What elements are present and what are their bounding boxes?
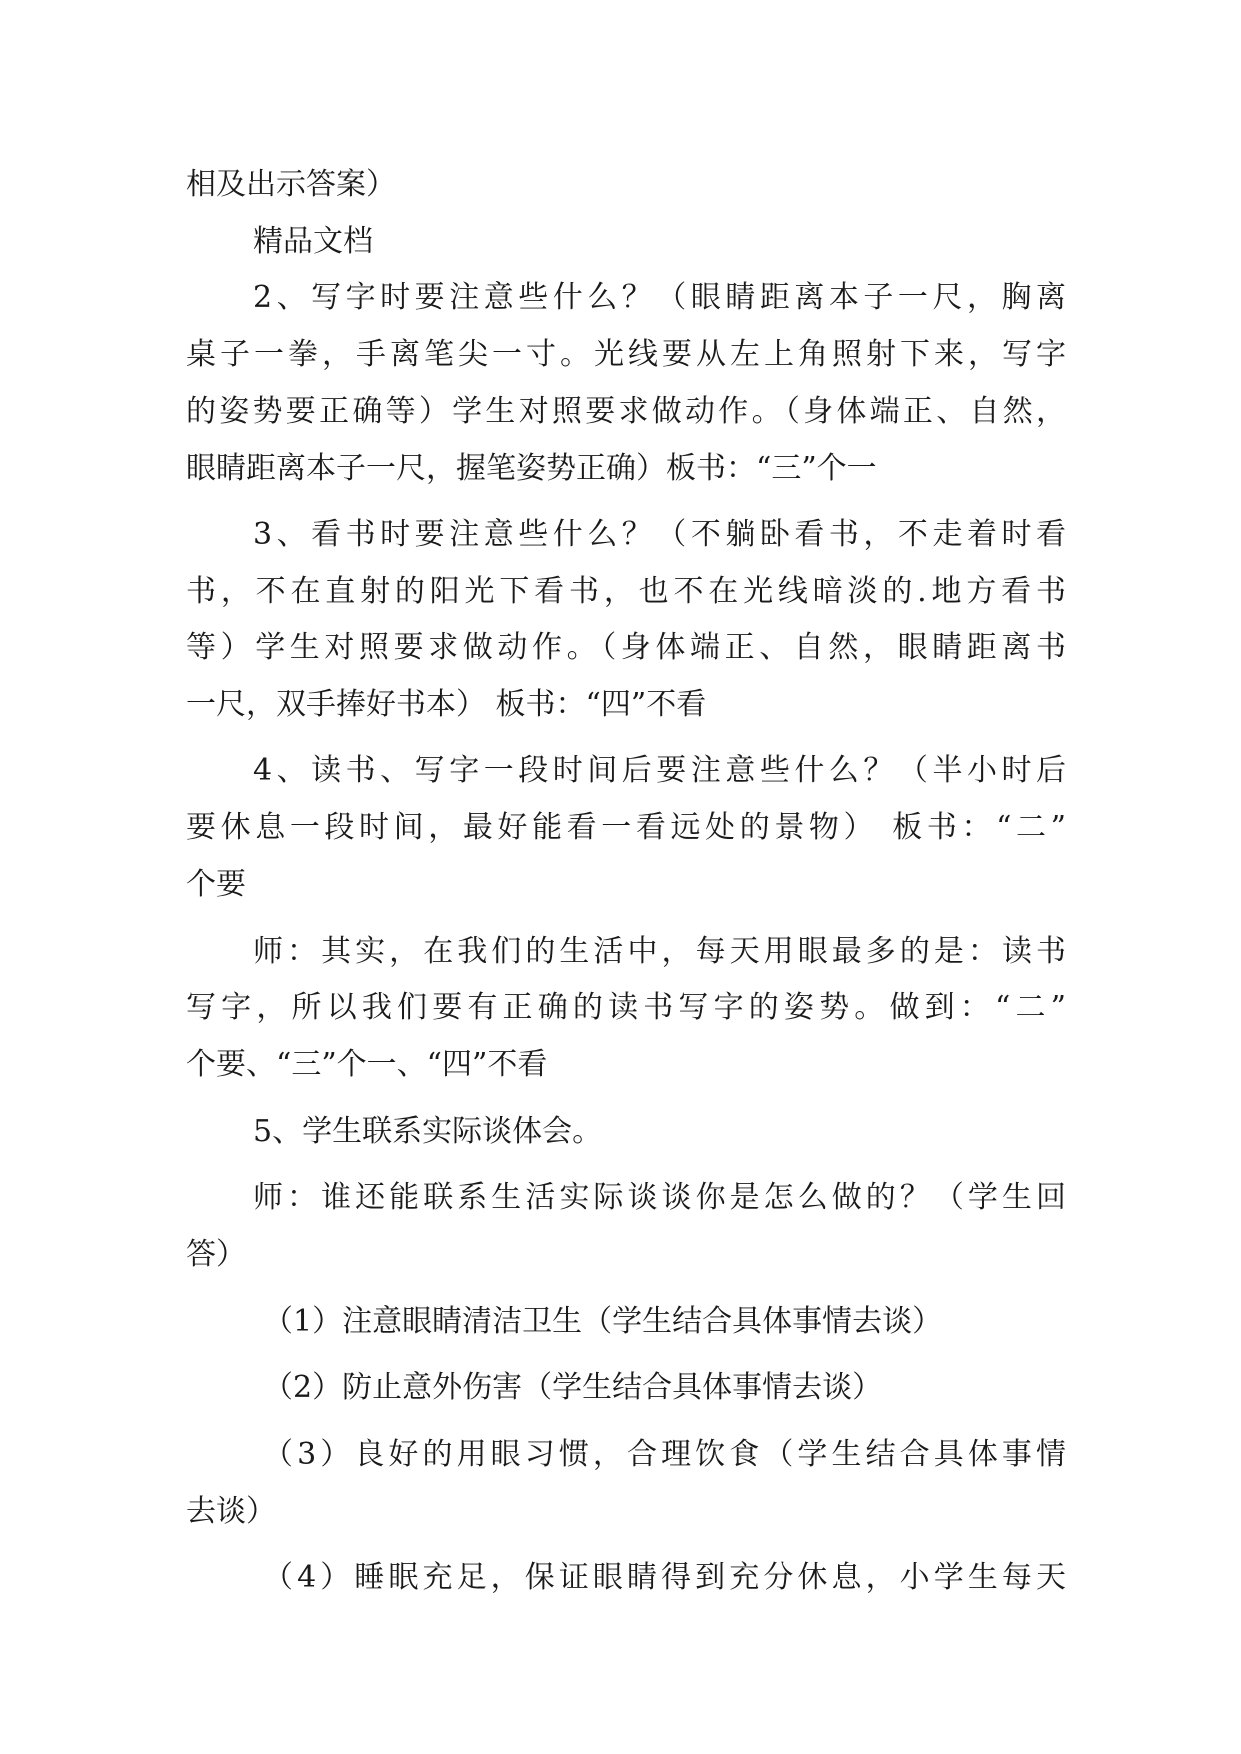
text-line: 一尺，双手捧好书本） 板书：“四”不看 — [186, 687, 707, 722]
text-line: （2）防止意外伤害（学生结合具体事情去谈） — [263, 1370, 883, 1405]
text-line: （4）睡眠充足，保证眼睛得到充分休息，小学生每天 — [263, 1560, 1066, 1595]
text-line: 精品文档 — [253, 224, 373, 259]
text-line: 师：其实，在我们的生活中，每天用眼最多的是：读书 — [253, 934, 1066, 969]
text-line: 个要 — [186, 867, 246, 902]
text-line: 桌子一拳，手离笔尖一寸。光线要从左上角照射下来，写字 — [186, 337, 1066, 372]
text-line: 相及出示答案） — [186, 167, 396, 202]
text-line: 2、写字时要注意些什么？（眼睛距离本子一尺，胸离 — [253, 280, 1066, 315]
text-line: 的姿势要正确等）学生对照要求做动作。（身体端正、自然， — [186, 394, 1066, 429]
text-line: 要休息一段时间，最好能看一看远处的景物） 板书：“二” — [186, 810, 1066, 845]
text-line: 等）学生对照要求做动作。（身体端正、自然，眼睛距离书 — [186, 630, 1066, 665]
text-line: 4、读书、写字一段时间后要注意些什么？（半小时后 — [253, 753, 1066, 788]
text-line: 书，不在直射的阳光下看书，也不在光线暗淡的.地方看书 — [186, 574, 1066, 609]
text-line: （3）良好的用眼习惯，合理饮食（学生结合具体事情 — [263, 1437, 1066, 1472]
text-line: 眼睛距离本子一尺，握笔姿势正确）板书：“三”个一 — [186, 451, 877, 486]
text-line: （1）注意眼睛清洁卫生（学生结合具体事情去谈） — [263, 1304, 943, 1339]
text-line: 去谈） — [186, 1494, 276, 1529]
text-line: 个要、“三”个一、“四”不看 — [186, 1047, 548, 1082]
text-line: 写字，所以我们要有正确的读书写字的姿势。做到：“二” — [186, 990, 1066, 1025]
text-line: 5、学生联系实际谈体会。 — [253, 1114, 603, 1149]
text-line: 答） — [186, 1237, 246, 1272]
text-line: 师：谁还能联系生活实际谈谈你是怎么做的？（学生回 — [253, 1180, 1066, 1215]
text-line: 3、看书时要注意些什么？（不躺卧看书，不走着时看 — [253, 517, 1066, 552]
